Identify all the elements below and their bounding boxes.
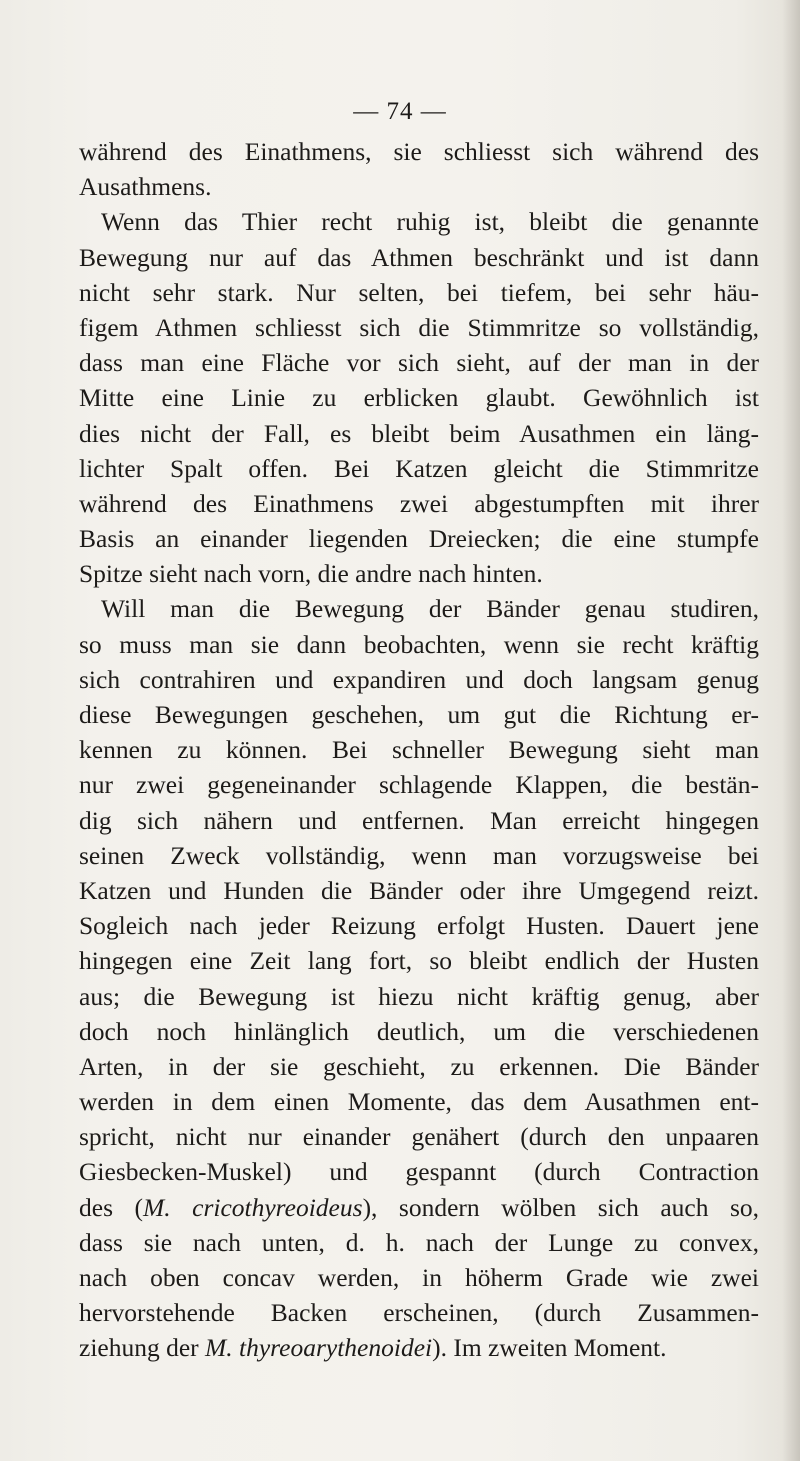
text-fragment: ), sondern wölben sich auch so, [362, 1192, 760, 1222]
text-line-des [79, 1190, 759, 1225]
body-text [79, 134, 759, 1366]
text-line: hervorstehende Backen erscheinen, (durch Zusammen- [79, 1298, 759, 1328]
text-line: dig sich nähern und entfernen. Man erreicht hingegen [79, 805, 759, 835]
text-line: werden in dem einen Momente, das dem Ausathmen ent- [79, 1087, 759, 1117]
text-line: Sogleich nach jeder Reizung erfolgt Husten. Dauert jene [79, 911, 759, 941]
text-fragment: ). Im zweiten Moment. [432, 1333, 667, 1363]
text-lines [79, 134, 759, 1190]
text-line: so muss man sie dann beobachten, wenn sie recht kräftig [79, 629, 759, 659]
text-fragment: ziehung der [79, 1333, 199, 1363]
text-line: sich contrahiren und expandiren und doch langsam genug [79, 664, 759, 694]
text-line: Giesbecken-Muskel) und gespannt (durch Contraction [79, 1157, 759, 1187]
text-line: Mitte eine Linie zu erblicken glaubt. Gewöhnlich ist [79, 383, 759, 413]
text-line: Bewegung nur auf das Athmen beschränkt und ist dann [79, 242, 759, 272]
text-line: diese Bewegungen geschehen, um gut die Richtung er- [79, 700, 759, 729]
text-line: Spitze sieht nach vorn, die andre nach hinten. [79, 559, 543, 589]
text-line: lichter Spalt offen. Bei Katzen gleicht die Stimmritze [79, 453, 759, 483]
text-line: Katzen und Hunden die Bänder oder ihre Umgegend reizt. [79, 875, 759, 905]
page-number: — 74 — [353, 98, 447, 125]
text-line: doch noch hinlänglich deutlich, um die verschiedenen [79, 1016, 759, 1046]
text-line: während des Einathmens, sie schliesst sich während des [79, 137, 759, 166]
text-line: Basis an einander liegenden Dreiecken; die eine stumpfe [79, 524, 759, 554]
text-line: dies nicht der Fall, es bleibt beim Ausathmen ein läng- [79, 418, 759, 448]
text-fragment: ( [134, 1192, 144, 1222]
text-fragment: des [79, 1192, 113, 1222]
text-line: Wenn das Thier recht ruhig ist, bleibt die genannte [101, 207, 759, 237]
text-line: nur zwei gegeneinander schlagende Klappen, die bestän- [79, 770, 759, 800]
text-line: dass sie nach unten, d. h. nach der Lunge zu convex, [79, 1227, 759, 1257]
text-lines-tail [79, 1225, 759, 1331]
text-line: kennen zu können. Bei schneller Bewegung sieht man [79, 735, 759, 765]
italic-term: M. cricothyreoideus [143, 1192, 363, 1222]
text-line: Ausathmens. [79, 172, 212, 202]
text-line: hingegen eine Zeit lang fort, so bleibt endlich der Husten [79, 946, 759, 976]
text-line: figem Athmen schliesst sich die Stimmritze so vollständig, [79, 312, 759, 342]
text-line: aus; die Bewegung ist hiezu nicht kräftig genug, aber [79, 981, 759, 1011]
text-line-final [79, 1330, 759, 1365]
text-line: während des Einathmens zwei abgestumpften mit ihrer [79, 488, 759, 518]
page-edge-shadow [782, 0, 800, 1461]
text-line: Arten, in der sie geschieht, zu erkennen. Die Bänder [79, 1051, 759, 1081]
text-line: Will man die Bewegung der Bänder genau studiren, [101, 594, 759, 624]
text-line: spricht, nicht nur einander genähert (durch den unpaaren [79, 1122, 759, 1152]
text-line: seinen Zweck vollständig, wenn man vorzugsweise bei [79, 840, 759, 870]
text-line: nicht sehr stark. Nur selten, bei tiefem, bei sehr häu- [79, 277, 759, 307]
text-line: nach oben concav werden, in höherm Grade wie zwei [79, 1263, 759, 1292]
italic-term: M. thyreoarythenoidei [205, 1333, 433, 1363]
text-line: dass man eine Fläche vor sich sieht, auf der man in der [79, 348, 759, 378]
